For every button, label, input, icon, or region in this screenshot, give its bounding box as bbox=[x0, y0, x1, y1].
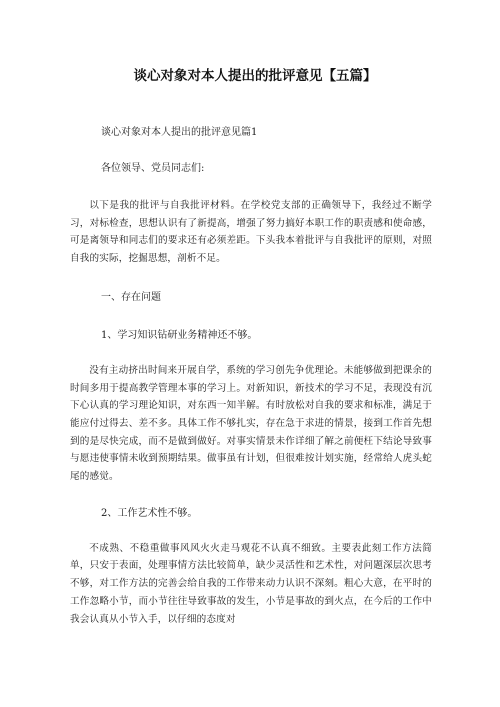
paragraph-work-art: 不成熟、不稳重做事风风火火走马观花不认真不细致。主要表此刻工作方法简单，只安于表面，处理事情方法比较简单，缺少灵活性和艺术性，对问题深层次思考不够，对工作方法的完善会给自我的工作带来动力认识不深刻。粗心大意，在平时的工作忽略小节，而小节往往导致事故的发生，小节是事故的到火点，在今后的工作中我会认真从小节入手，以仔细的态度对 bbox=[70, 542, 432, 625]
paragraph-intro: 以下是我的批评与自我批评材料。在学校党支部的正确领导下，我经过不断学习，对标检查，思想认识有了新提高，增强了努力搞好本职工作的职责感和使命感，可是离领导和同志们的要求还有必须差距。下头我本着批评与自我批评的原则，对照自我的实际，挖掘思想，剖析不足。 bbox=[70, 200, 432, 265]
document-title: 谈心对象对本人提出的批评意见【五篇】 bbox=[133, 68, 377, 84]
subheading-2: 2、工作艺术性不够。 bbox=[101, 507, 198, 519]
subheading-1: 1、学习知识钻研业务精神还不够。 bbox=[101, 329, 258, 341]
greeting: 各位领导、党员同志们: bbox=[101, 163, 205, 174]
paragraph-study: 没有主动挤出时间来开展自学，系统的学习创先争优理论。未能够做到把课余的时间多用于提高教学管理本事的学习上。对新知识，新技术的学习不足，表现没有沉下心认真的学习理论知识，对东西一知半解。有时放松对自我的要求和标准，满足于能应付过得去、差不多。具体工作不够扎实，存在急于求进的情景，接到工作首先想到的是尽快完成，而不是做到做好。对事实情景未作详细了解之前便枉下结论导致事与愿违使事情未收到预期结果。做事虽有计划，但很难按计划实施，经常给人虎头蛇尾的感觉。 bbox=[70, 364, 432, 483]
document-subtitle: 谈心对象对本人提出的批评意见篇1 bbox=[101, 127, 258, 138]
section-heading: 一、存在问题 bbox=[101, 291, 161, 303]
